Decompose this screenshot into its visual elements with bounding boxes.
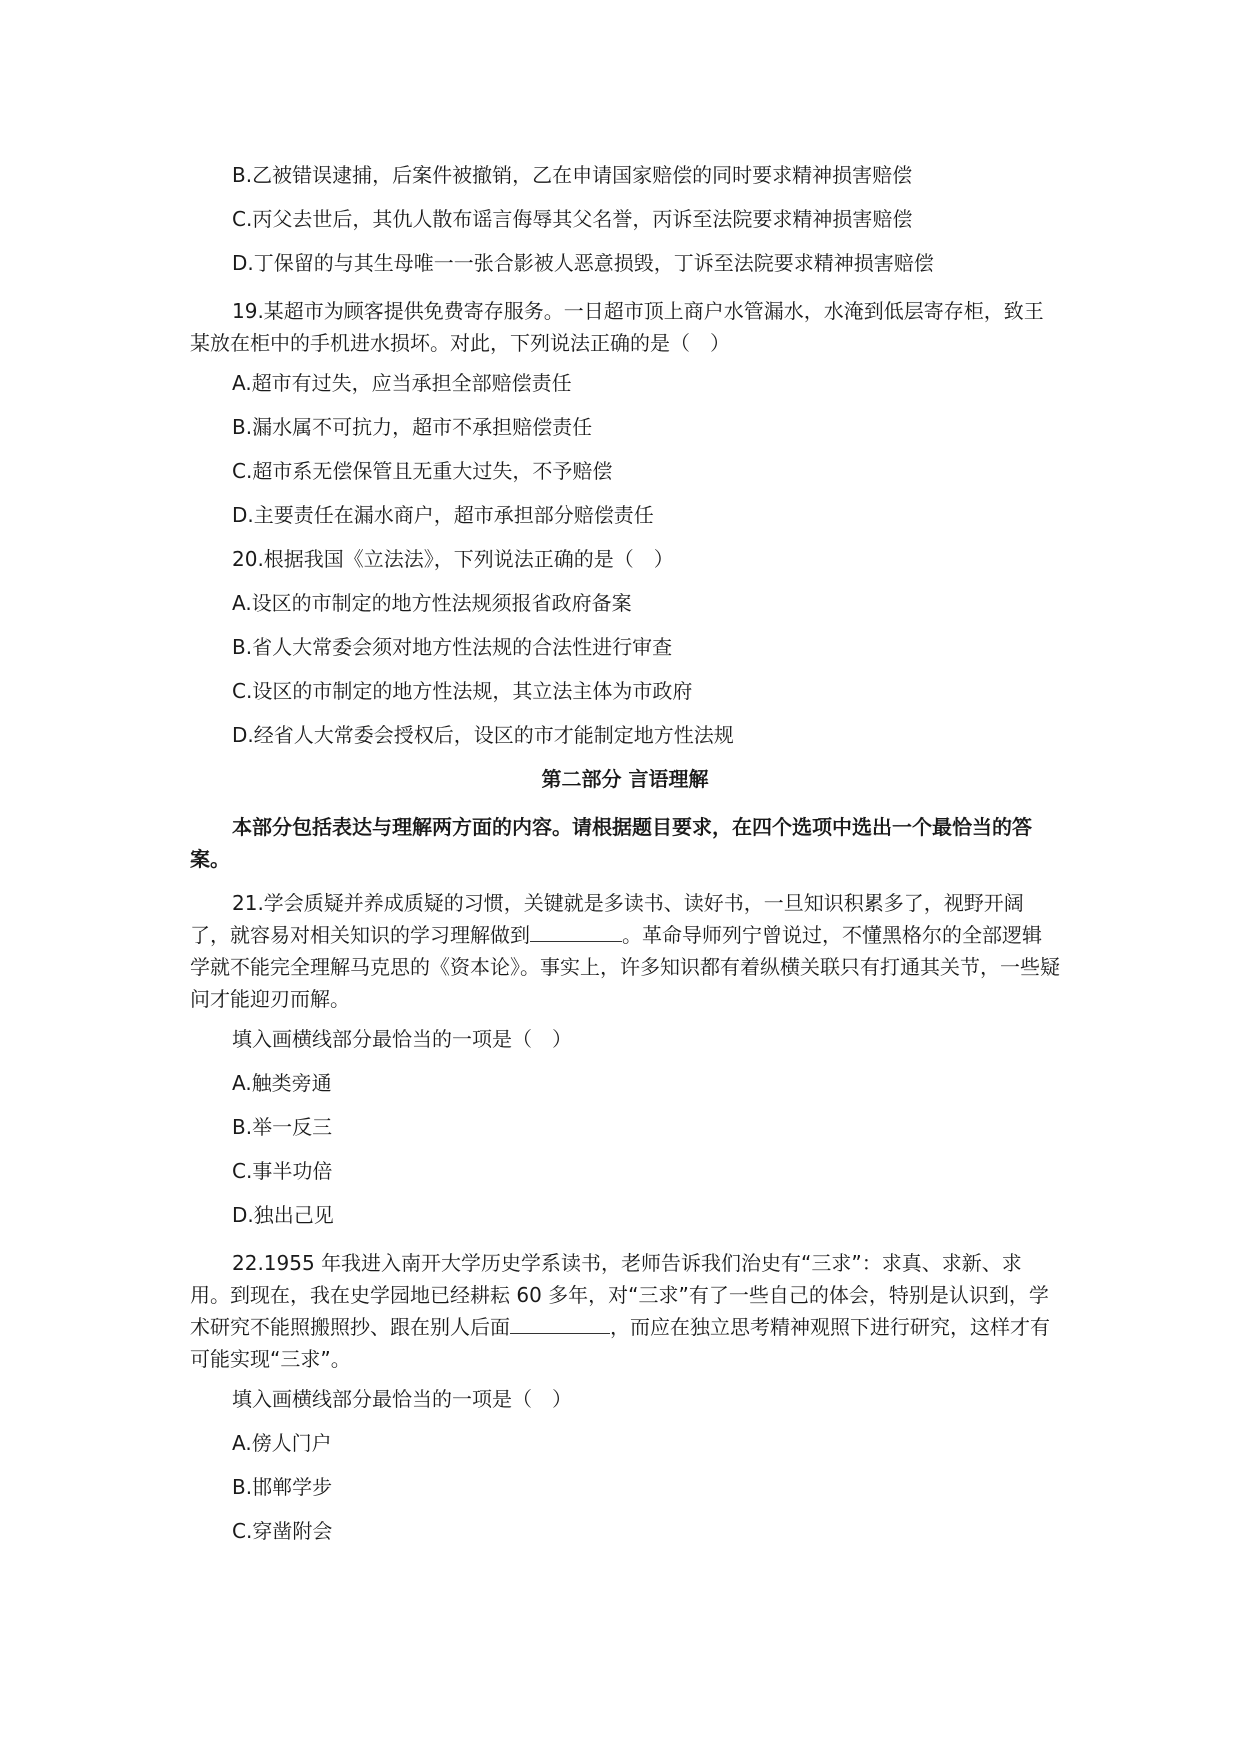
q18-option-b: B.乙被错误逮捕，后案件被撤销，乙在申请国家赔偿的同时要求精神损害赔偿: [232, 163, 913, 187]
q22-option-a: A.傍人门户: [232, 1431, 332, 1455]
q18-option-c: C.丙父去世后，其仇人散布谣言侮辱其父名誉，丙诉至法院要求精神损害赔偿: [232, 207, 913, 231]
q19-option-a: A.超市有过失，应当承担全部赔偿责任: [232, 371, 572, 395]
q21-option-d: D.独出己见: [232, 1203, 334, 1227]
q19-stem: 19.某超市为顾客提供免费寄存服务。一日超市顶上商户水管漏水，水淹到低层寄存柜，致王某放在柜中的手机进水损坏。对此，下列说法正确的是（ ）: [190, 299, 1044, 355]
section-title: 第二部分 言语理解: [541, 767, 709, 791]
q20-option-d: D.经省人大常委会授权后，设区的市才能制定地方性法规: [232, 723, 734, 747]
q22-option-b: B.邯郸学步: [232, 1475, 333, 1499]
q21-stem-before: 21.学会质疑并养成质疑的习惯，关键就是多读书、读好书，一旦知识积累多了，视野开阔了，就容易对相关知识的学习理解做到: [190, 891, 1024, 947]
q20-option-a: A.设区的市制定的地方性法规须报省政府备案: [232, 591, 632, 615]
q20-option-c: C.设区的市制定的地方性法规，其立法主体为市政府: [232, 679, 693, 703]
q21-option-c: C.事半功倍: [232, 1159, 333, 1183]
q19-option-c: C.超市系无偿保管且无重大过失，不予赔偿: [232, 459, 613, 483]
section-intro: 本部分包括表达与理解两方面的内容。请根据题目要求，在四个选项中选出一个最恰当的答案。: [190, 815, 1032, 871]
q21-blank: [530, 940, 622, 942]
q22-option-c: C.穿凿附会: [232, 1519, 333, 1543]
q22-prompt: 填入画横线部分最恰当的一项是（ ）: [232, 1387, 572, 1411]
q19-option-d: D.主要责任在漏水商户，超市承担部分赔偿责任: [232, 503, 654, 527]
q21-stem-after: 。革命导师列宁曾说过，不懂黑格尔的全部逻辑学就不能完全理解马克思的《资本论》。事实上，许多知识都有着纵横关联只有打通其关节，一些疑问才能迎刃而解。: [190, 923, 1060, 1011]
q22-stem-after: ，而应在独立思考精神观照下进行研究，这样才有可能实现“三求”。: [190, 1315, 1050, 1371]
q19-option-b: B.漏水属不可抗力，超市不承担赔偿责任: [232, 415, 593, 439]
q21-option-a: A.触类旁通: [232, 1071, 332, 1095]
q22-stem-before: 22.1955 年我进入南开大学历史学系读书，老师告诉我们治史有“三求”：求真、求新、求用。到现在，我在史学园地已经耕耘 60 多年，对“三求”有了一些自己的体会，特别是认识到，学术研究不能照搬照抄、跟在别人后面: [190, 1251, 1049, 1339]
q18-option-d: D.丁保留的与其生母唯一一张合影被人恶意损毁，丁诉至法院要求精神损害赔偿: [232, 251, 934, 275]
q21-option-b: B.举一反三: [232, 1115, 333, 1139]
page-content: [190, 163, 1060, 1563]
q22-stem: [190, 1247, 1060, 1375]
q22-blank: [510, 1332, 610, 1334]
q21-stem: [190, 887, 1060, 1015]
q20-option-b: B.省人大常委会须对地方性法规的合法性进行审查: [232, 635, 673, 659]
q21-prompt: 填入画横线部分最恰当的一项是（ ）: [232, 1027, 572, 1051]
q20-stem: 20.根据我国《立法法》，下列说法正确的是（ ）: [232, 547, 674, 571]
